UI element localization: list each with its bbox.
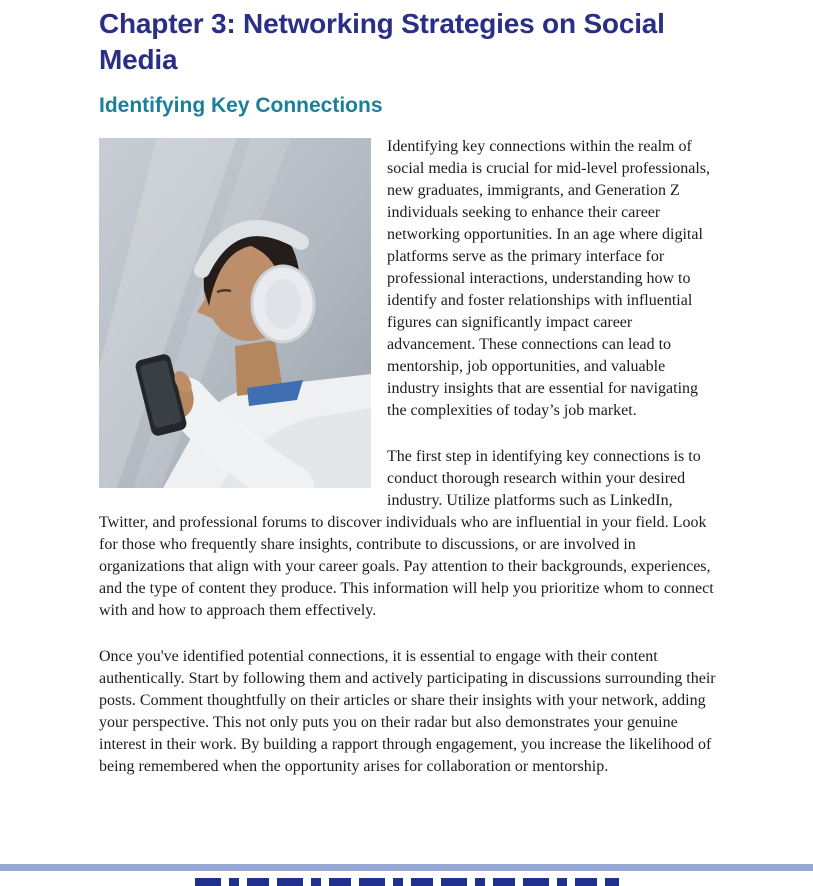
- photo-illustration: [99, 138, 371, 488]
- paragraph-engagement: Once you've identified potential connections, it is essential to engage with their content authentically. Start by following them and actively participating in discussions surrounding their posts. Comment thoughtfully on their articles or share their insights with your network, adding your perspective. This not only puts you on their radar but also demonstrates your genuine interest in their work. By building a rapport through engagement, you increase the likelihood of being remembered when the opportunity arises for collaboration or mentorship.: [99, 648, 716, 776]
- chapter-title: Chapter 3: Networking Strategies on Social Media: [99, 8, 665, 75]
- article-body: [99, 136, 716, 778]
- photo-man-with-headphones: [99, 138, 371, 488]
- section-title: Identifying Key Connections: [99, 94, 383, 118]
- cut-off-next-heading: [195, 878, 619, 886]
- footer-divider-bar: [0, 864, 813, 871]
- paragraph-intro: Identifying key connections within the realm of social media is crucial for mid-level professionals, new graduates, immigrants, and Generation Z individuals seeking to enhance their career networking opportunities. In an age where digital platforms serve as the primary interface for professional interactions, understanding how to identify and foster relationships with influential figures can significantly impact career advancement. These connections can lead to mentorship, job opportunities, and valuable industry insights that are essential for navigating the complexities of today’s job market.: [387, 138, 711, 420]
- paragraph-research: The first step in identifying key connections is to conduct thorough research within your desired industry. Utilize platforms such as LinkedIn, Twitter, and professional forums to discover individuals who are influential in your field. Look for those who frequently share insights, contribute to discussions, or are involved in organizations that align with your career goals. Pay attention to their backgrounds, experiences, and the type of content they produce. This information will help you prioritize whom to connect with and how to approach them effectively.: [99, 448, 714, 620]
